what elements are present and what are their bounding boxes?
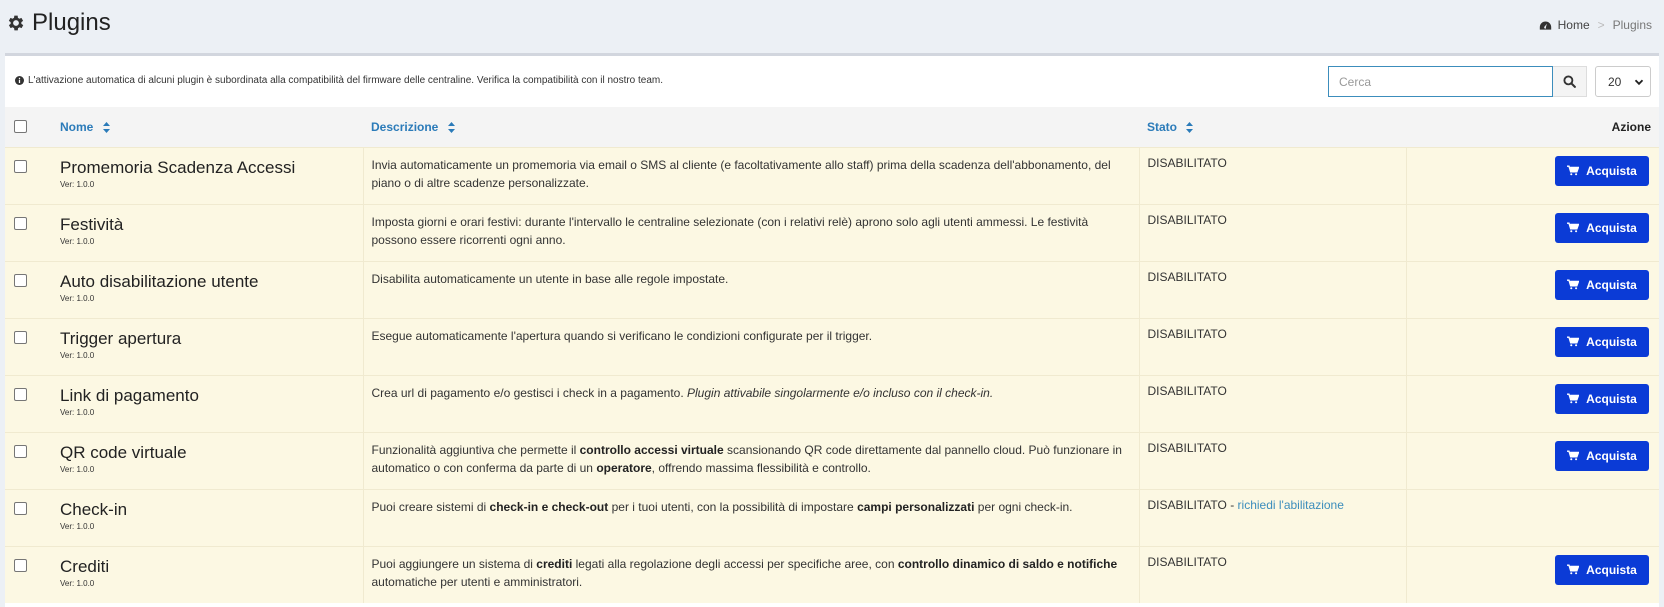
status-text: DISABILITATO: [1147, 383, 1227, 398]
table-row: [5, 375, 1659, 432]
buy-button[interactable]: [1555, 213, 1649, 243]
plugin-name: Trigger apertura: [60, 328, 182, 348]
plugin-description: [372, 156, 1131, 192]
status-text: DISABILITATO: [1147, 155, 1227, 170]
description-segment: legati alla regolazione degli accessi per specifiche aree, con: [572, 556, 898, 571]
plugin-action-cell: [1406, 375, 1659, 432]
table-header-row: [5, 107, 1659, 147]
search-input[interactable]: [1328, 66, 1553, 97]
table-row: [5, 147, 1659, 204]
description-segment: Plugin attivabile singolarmente e/o incluso con il check-in.: [687, 385, 994, 400]
plugin-status-cell: [1139, 318, 1406, 375]
page-title-text: Plugins: [32, 9, 111, 36]
plugin-description-cell: [363, 432, 1139, 489]
sort-icon: [448, 122, 455, 133]
description-segment: operatore: [596, 460, 652, 475]
row-checkbox[interactable]: [14, 559, 27, 572]
plugin-name-cell: [52, 432, 363, 489]
plugin-status-cell: [1139, 261, 1406, 318]
buy-button-label: Acquista: [1586, 334, 1637, 349]
status-text: DISABILITATO: [1147, 554, 1227, 569]
plugin-action-cell: [1406, 147, 1659, 204]
plugin-version: Ver: 1.0.0: [60, 350, 95, 360]
buy-button-label: Acquista: [1586, 163, 1637, 178]
plugin-description-cell: [363, 375, 1139, 432]
toolbar: [5, 56, 1659, 107]
page-size-select[interactable]: [1595, 66, 1651, 97]
dashboard-icon: [1539, 20, 1552, 31]
plugin-status-cell: [1139, 204, 1406, 261]
description-segment: , offrendo massima flessibilità e controllo.: [651, 460, 871, 475]
plugins-table-body: [5, 147, 1659, 603]
plugin-description-cell: [363, 147, 1139, 204]
breadcrumb: [1539, 18, 1652, 32]
row-select-cell: [5, 204, 52, 261]
plugin-status: [1148, 498, 1398, 512]
select-all-cell: [5, 107, 52, 147]
plugin-action-cell: [1406, 204, 1659, 261]
description-segment: campi personalizzati: [857, 499, 975, 514]
column-header-description[interactable]: [363, 107, 1139, 147]
plugin-version: Ver: 1.0.0: [60, 179, 95, 189]
sort-icon: [103, 122, 110, 133]
plugin-status: [1148, 555, 1398, 569]
plugin-description-cell: [363, 318, 1139, 375]
buy-button-label: Acquista: [1586, 448, 1637, 463]
sort-icon: [1186, 122, 1193, 133]
status-text: DISABILITATO -: [1147, 497, 1238, 512]
table-row: [5, 204, 1659, 261]
row-select-cell: [5, 318, 52, 375]
plugin-name: QR code virtuale: [60, 442, 187, 462]
plugin-description: [372, 441, 1131, 477]
buy-button[interactable]: [1555, 441, 1649, 471]
column-header-actions: Azione: [1611, 119, 1651, 134]
compatibility-notice: [15, 75, 663, 86]
row-select-cell: [5, 432, 52, 489]
buy-button-label: Acquista: [1586, 220, 1637, 235]
breadcrumb-current: Plugins: [1612, 18, 1652, 32]
row-select-cell: [5, 147, 52, 204]
plugin-status: [1148, 156, 1398, 170]
plugin-status-cell: [1139, 147, 1406, 204]
buy-button[interactable]: [1555, 156, 1649, 186]
plugin-name-cell: [52, 318, 363, 375]
description-segment: Funzionalità aggiuntiva che permette il: [371, 442, 580, 457]
row-select-cell: [5, 375, 52, 432]
description-segment: automatiche per utenti e amministratori.: [371, 574, 583, 589]
plugin-name-cell: [52, 261, 363, 318]
plugin-action-cell: [1406, 318, 1659, 375]
page-size-value: 20: [1608, 74, 1622, 89]
plugin-description: [372, 498, 1131, 516]
plugin-name: Festività: [60, 214, 124, 234]
row-select-cell: [5, 489, 52, 546]
plugin-description-cell: [363, 546, 1139, 603]
row-checkbox[interactable]: [14, 331, 27, 344]
status-text: DISABILITATO: [1147, 269, 1227, 284]
cart-icon: [1567, 450, 1579, 461]
status-text: DISABILITATO: [1147, 326, 1227, 341]
description-segment: crediti: [536, 556, 573, 571]
breadcrumb-separator: >: [1597, 18, 1605, 32]
request-enable-link[interactable]: richiedi l'abilitazione: [1237, 497, 1344, 512]
select-all-checkbox[interactable]: [14, 120, 27, 133]
plugin-description: [372, 555, 1131, 591]
description-segment: Puoi creare sistemi di: [371, 499, 490, 514]
buy-button[interactable]: [1555, 270, 1649, 300]
row-checkbox[interactable]: [14, 217, 27, 230]
table-row: [5, 432, 1659, 489]
description-segment: Invia automaticamente un promemoria via email o SMS al cliente (e facoltativamente allo staff) prima della scadenza dell'abbonamento, del piano o di altre scadenze personalizzate.: [371, 157, 1111, 190]
description-segment: controllo accessi virtuale: [579, 442, 724, 457]
plugin-description-cell: [363, 261, 1139, 318]
description-segment: Disabilita automaticamente un utente in base alle regole impostate.: [371, 271, 729, 286]
row-select-cell: [5, 261, 52, 318]
plugin-status-cell: [1139, 546, 1406, 603]
table-row: [5, 546, 1659, 603]
chevron-down-icon: [1634, 77, 1644, 87]
plugin-action-cell: [1406, 261, 1659, 318]
cart-icon: [1567, 393, 1579, 404]
buy-button[interactable]: [1555, 327, 1649, 357]
plugin-status: [1148, 441, 1398, 455]
description-segment: Imposta giorni e orari festivi: durante l'intervallo le centraline selezionate (con i relativi relè) aprono solo agli utenti ammessi. Le festività possono essere ricorrenti ogni anno.: [371, 214, 1089, 247]
table-row: [5, 261, 1659, 318]
description-segment: Puoi aggiungere un sistema di: [371, 556, 537, 571]
description-segment: Esegue automaticamente l'apertura quando si verificano le condizioni configurate per il trigger.: [371, 328, 873, 343]
plugin-status: [1148, 270, 1398, 284]
plugin-name: Auto disabilitazione utente: [60, 271, 259, 291]
plugin-status: [1148, 327, 1398, 341]
plugin-description-cell: [363, 489, 1139, 546]
plugin-description: [372, 213, 1131, 249]
notice-text: L'attivazione automatica di alcuni plugin è subordinata alla compatibilità del firmware delle centraline. Verifica la compatibilità con il nostro team.: [28, 75, 664, 86]
cart-icon: [1567, 564, 1579, 575]
search-icon: [1563, 75, 1576, 88]
description-segment: check-in e check-out: [489, 499, 609, 514]
plugin-name-cell: [52, 147, 363, 204]
cart-icon: [1567, 336, 1579, 347]
column-header-name[interactable]: [52, 107, 363, 147]
description-segment: per ogni check-in.: [974, 499, 1073, 514]
table-row: [5, 318, 1659, 375]
row-checkbox[interactable]: [14, 274, 27, 287]
plugin-name-cell: [52, 546, 363, 603]
plugin-name-cell: [52, 375, 363, 432]
plugin-status: [1148, 384, 1398, 398]
plugin-action-cell: [1406, 432, 1659, 489]
description-segment: Crea url di pagamento e/o gestisci i check in a pagamento.: [371, 385, 688, 400]
info-icon: [15, 76, 24, 85]
cart-icon: [1567, 222, 1579, 233]
plugins-table: [5, 107, 1659, 603]
plugin-action-cell: [1406, 489, 1659, 546]
plugin-name: Promemoria Scadenza Accessi: [60, 157, 296, 177]
plugin-action-cell: [1406, 546, 1659, 603]
plugin-description: [372, 270, 1131, 288]
description-segment: scansionando QR code direttamente dal pannello cloud. Può funzionare in automatico o con conferma da parte di un: [371, 442, 1122, 475]
row-checkbox[interactable]: [14, 445, 27, 458]
cart-icon: [1567, 165, 1579, 176]
plugin-description: [372, 384, 1131, 402]
search-button[interactable]: [1553, 66, 1587, 97]
page-header: [0, 0, 1664, 50]
search-group: [1328, 66, 1587, 97]
row-select-cell: [5, 546, 52, 603]
status-text: DISABILITATO: [1147, 440, 1227, 455]
page-title: [6, 9, 111, 37]
row-checkbox[interactable]: [14, 160, 27, 173]
gear-icon: [6, 13, 26, 33]
plugins-panel: [5, 53, 1659, 607]
column-header-status-label: Stato: [1147, 119, 1177, 134]
plugin-version: Ver: 1.0.0: [60, 293, 95, 303]
table-row: [5, 489, 1659, 546]
plugin-version: Ver: 1.0.0: [60, 464, 95, 474]
buy-button-label: Acquista: [1586, 391, 1637, 406]
buy-button[interactable]: [1555, 555, 1649, 585]
column-header-status[interactable]: [1139, 107, 1406, 147]
description-segment: per i tuoi utenti, con la possibilità di impostare: [608, 499, 858, 514]
breadcrumb-home-link[interactable]: Home: [1557, 18, 1590, 32]
status-text: DISABILITATO: [1147, 212, 1227, 227]
plugin-description-cell: [363, 204, 1139, 261]
plugin-name: Crediti: [60, 556, 110, 576]
plugin-status-cell: [1139, 432, 1406, 489]
plugin-version: Ver: 1.0.0: [60, 407, 95, 417]
plugin-name: Check-in: [60, 499, 128, 519]
plugin-version: Ver: 1.0.0: [60, 521, 95, 531]
cart-icon: [1567, 279, 1579, 290]
plugin-status-cell: [1139, 375, 1406, 432]
buy-button[interactable]: [1555, 384, 1649, 414]
plugin-description: [372, 327, 1131, 345]
row-checkbox[interactable]: [14, 388, 27, 401]
column-header-name-label: Nome: [60, 119, 94, 134]
buy-button-label: Acquista: [1586, 562, 1637, 577]
plugin-status-cell: [1139, 489, 1406, 546]
plugin-name-cell: [52, 204, 363, 261]
buy-button-label: Acquista: [1586, 277, 1637, 292]
plugin-version: Ver: 1.0.0: [60, 236, 95, 246]
description-segment: controllo dinamico di saldo e notifiche: [897, 556, 1118, 571]
column-header-description-label: Descrizione: [371, 119, 439, 134]
plugin-name-cell: [52, 489, 363, 546]
row-checkbox[interactable]: [14, 502, 27, 515]
plugin-status: [1148, 213, 1398, 227]
plugin-version: Ver: 1.0.0: [60, 578, 95, 588]
plugin-name: Link di pagamento: [60, 385, 199, 405]
